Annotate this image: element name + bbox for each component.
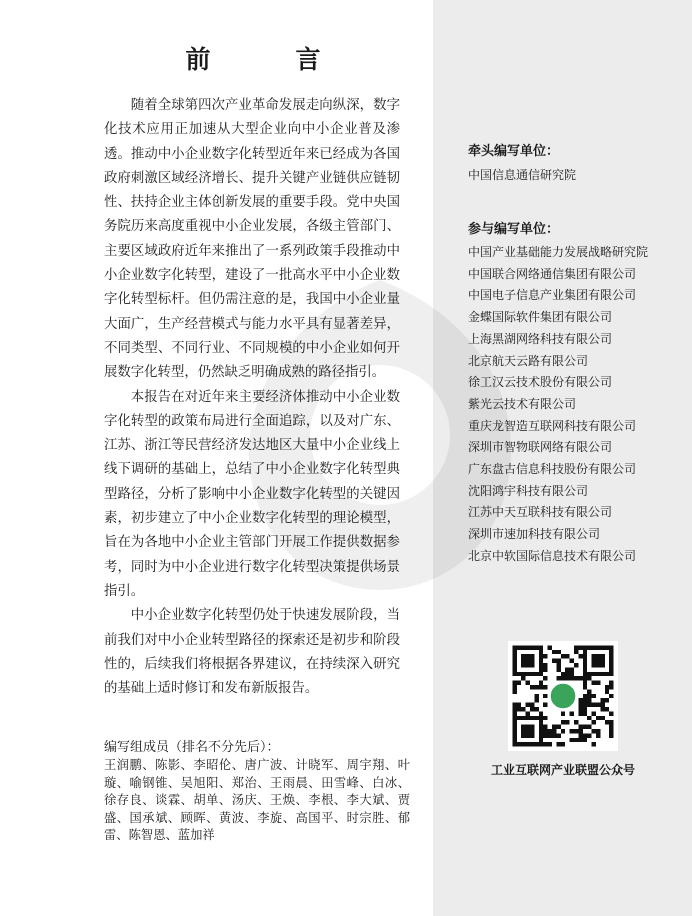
participant-item: 江苏中天互联科技有限公司 [468,505,613,520]
participant-item: 广东盘古信息科技股份有限公司 [468,462,637,477]
page-title: 前 言 [185,45,351,74]
team-members: 王润鹏、陈影、李昭伦、唐广波、计晓军、周宇翔、叶璇、喻钢锥、吴旭阳、郑治、王雨晨、田雪峰、白冰、徐存良、谈霖、胡单、汤庆、王焕、李根、李大斌、贾盛、国承斌、顾晖、黄波、李旋、高国平、时宗胜、郁雷、陈智恩、蓝加祥 [104,758,410,843]
preface-paragraph-1: 随着全球第四次产业革命发展走向纵深，数字化技术应用正加速从大型企业向中小企业普及渗透。推动中小企业数字化转型近年来已经成为各国政府刺激区域经济增长、提升关键产业链供应链韧性、扶持企业主体创新发展的重要手段。党中央国务院历来高度重视中小企业发展，各级主管部门、主要区域政府近年来推出了一系列政策手段推动中小企业数字化转型，建设了一批高水平中小企业数字化转型标杆。但仍需注意的是，我国中小企业量大面广，生产经营模式与能力水平具有显著差异，不同类型、不同行业、不同规模的中小企业如何开展数字化转型，仍然缺乏明确成熟的路径指引。 [104,98,400,381]
participant-item: 上海黑湖网络科技有限公司 [468,331,613,346]
lead-org-heading: 牵头编写单位： [468,144,560,159]
qr-code-icon [508,641,618,751]
lead-org-name: 中国信息通信研究院 [468,168,577,182]
participant-item: 金蝶国际软件集团有限公司 [468,310,613,325]
participant-item: 重庆龙智造互联网科技有限公司 [468,418,637,433]
participant-list [468,242,648,568]
preface-paragraph-2: 本报告在对近年来主要经济体推动中小企业数字化转型的政策布局进行全面追踪，以及对广东、江苏、浙江等民营经济发达地区大量中小企业线上线下调研的基础上，总结了中小企业数字化转型典型路径，分析了影响中小企业数字化转型的关键因素，初步建立了中小企业数字化转型的理论模型，旨在为各地中小企业主管部门开展工作提供数据参考，同时为中小企业进行数字化转型决策提供场景指引。 [104,389,400,599]
participant-item: 徐工汉云技术股份有限公司 [468,375,613,390]
team-heading: 编写组成员（排名不分先后）： [104,740,280,755]
participant-item: 深圳市智物联网络有限公司 [468,440,613,455]
qr-caption: 工业互联网产业联盟公众号 [490,763,635,777]
participants-heading: 参与编写单位： [468,222,560,237]
preface-paragraph-3: 中小企业数字化转型仍处于快速发展阶段，当前我们对中小企业转型路径的探索还是初步和阶段性的，后续我们将根据各界建议，在持续深入研究的基础上适时修订和发布新版报告。 [104,608,400,697]
participant-item: 紫光云技术有限公司 [468,396,577,411]
participant-item: 北京中软国际信息技术有限公司 [468,548,637,563]
participant-item: 北京航天云路有限公司 [468,353,589,368]
participant-item: 中国联合网络通信集团有限公司 [468,266,637,281]
participant-item: 深圳市速加科技有限公司 [468,527,601,542]
participant-item: 沈阳鸿宇科技有限公司 [468,483,589,498]
participant-item: 中国电子信息产业集团有限公司 [468,288,637,303]
preface-body [104,94,400,701]
participant-item: 中国产业基础能力发展战略研究院 [468,245,649,259]
